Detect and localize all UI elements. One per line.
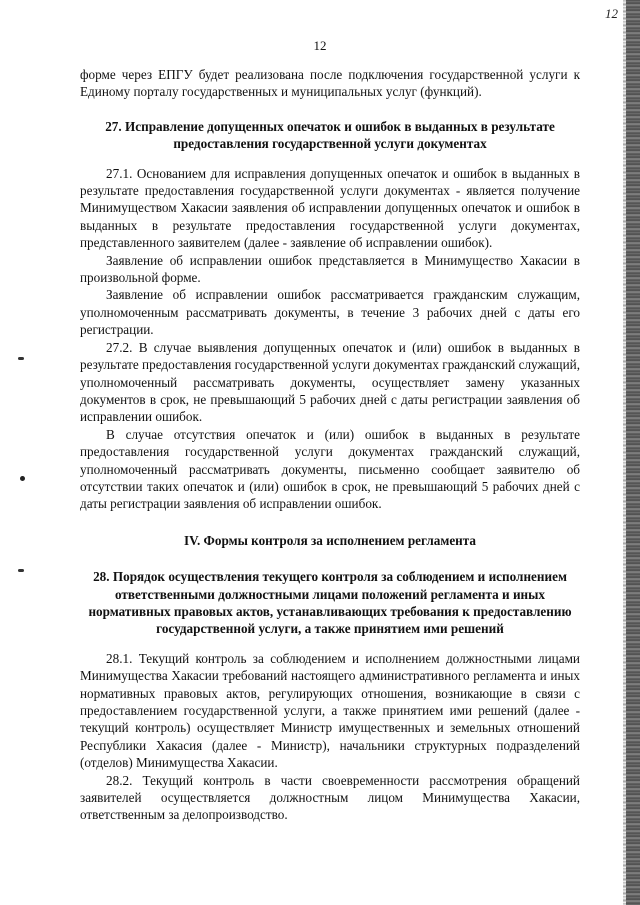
paragraph-28-1: 28.1. Текущий контроль за соблюдением и исполнением должностными лицами Минимущества Хакасии требований настоящего административного регламента и иных нормативных правовых актов, регулирующих отношения, возникающие в связи с предоставлением государственной услуги, а также принятием ими решений (далее - текущий контроль) осуществляет Министр имущественных и земельных отношений Республики Хакасия (далее - Министр), начальники структурных подразделений (отделов) Минимущества Хакасии.	[80, 650, 580, 771]
paragraph-27-2: 27.2. В случае выявления допущенных опечаток и (или) ошибок в выданных в результате предоставления государственной услуги документах гражданский служащий, уполномоченный рассматривать документы, осуществляет замену указанных документов в срок, не превышающий 5 рабочих дней с даты регистрации заявления об исправлении ошибок.	[80, 339, 580, 425]
paragraph-28-2: 28.2. Текущий контроль в части своевременности рассмотрения обращений заявителей осуществляется должностным лицом Минимущества Хакасии, ответственным за делопроизводство.	[80, 772, 580, 823]
section-27-heading: 27. Исправление допущенных опечаток и ошибок в выданных в результате предоставления государственной услуги документах	[105, 118, 555, 152]
document-body	[80, 66, 580, 824]
corner-handwritten-mark: 12	[605, 6, 618, 21]
margin-mark	[18, 569, 24, 572]
page-number: 12	[313, 38, 327, 53]
margin-dot	[20, 476, 25, 481]
scan-edge	[626, 0, 640, 905]
margin-mark	[18, 357, 24, 360]
paragraph-intro: форме через ЕПГУ будет реализована после подключения государственной услуги к Единому порталу государственных и муниципальных услуг (функций).	[80, 67, 580, 100]
section-28-heading: 28. Порядок осуществления текущего контроля за соблюдением и исполнением ответственными должностными лицами положений регламента и иных нормативных правовых актов, устанавливающих требования к предоставлению государственной услуги, а также принятием ими решений	[88, 569, 572, 637]
paragraph-27-1c: Заявление об исправлении ошибок рассматривается гражданским служащим, уполномоченным рассматривать документы, в течение 3 рабочих дней с даты его регистрации.	[80, 287, 580, 338]
paragraph-27-1: 27.1. Основанием для исправления допущенных опечаток и ошибок в выданных в результате предоставления государственной услуги документах - является получение Минимуществом Хакасии заявления об исправлении допущенных опечаток и ошибок в выданных в результате предоставления государственной услуги документах, представленного заявителем (далее - заявление об исправлении ошибок).	[80, 165, 580, 251]
section-iv-heading: IV. Формы контроля за исполнением регламента	[183, 532, 477, 548]
paragraph-27-2b: В случае отсутствия опечаток и (или) ошибок в выданных в результате предоставления государственной услуги документах гражданский служащий, уполномоченный рассматривать документы, письменно сообщает заявителю об отсутствии таких опечаток и (или) ошибок в срок, не превышающий 5 рабочих дней с даты регистрации заявления об исправлении ошибок.	[80, 426, 580, 512]
paragraph-27-1b: Заявление об исправлении ошибок представляется в Минимущество Хакасии в произвольной форме.	[80, 252, 580, 286]
